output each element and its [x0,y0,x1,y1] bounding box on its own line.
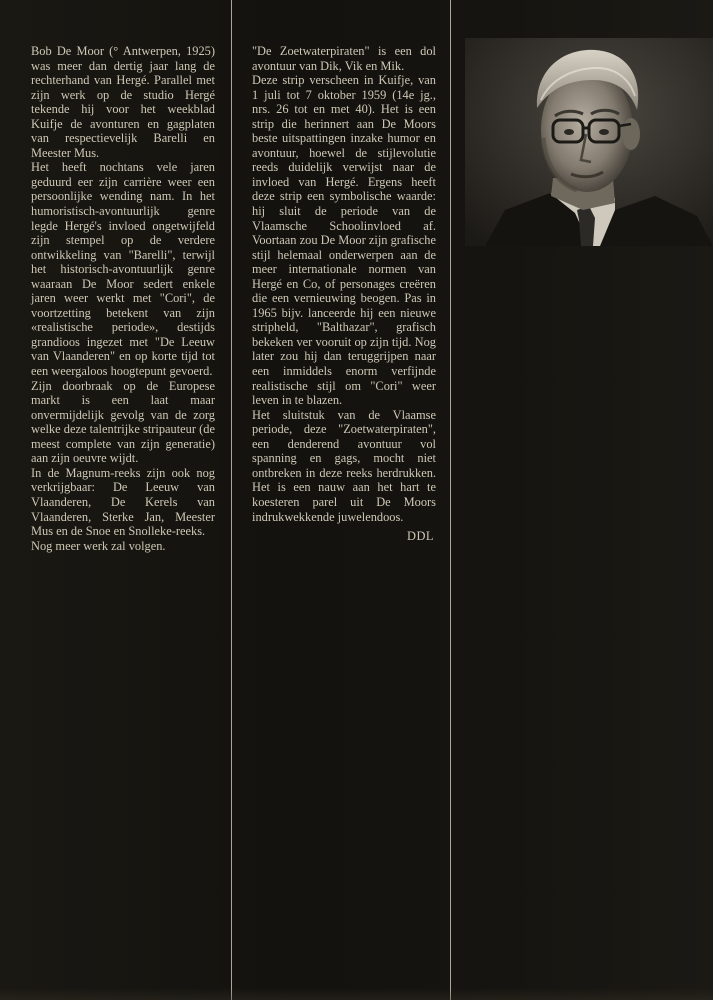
portrait-illustration [465,38,713,246]
description-paragraph: "De Zoetwaterpiraten" is een dol avontuur van Dik, Vik en Mik. [252,44,436,73]
description-paragraph: Het sluitstuk van de Vlaamse periode, deze "Zoetwaterpiraten", een denderend avontuur vol spanning en gags, mocht niet ontbreken in deze reeks herdrukken. Het is een nauw aan het hart te koesteren parel uit De Moors indrukwekkende juwelendoos. [252,407,436,524]
author-bio-column [31,44,215,553]
bio-paragraph: Bob De Moor (° Antwerpen, 1925) was meer dan dertig jaar lang de rechterhand van Hergé. Parallel met zijn werk op de studio Hergé tekende hij voor het weekblad Kuifje de avonturen en gagplaten van respectievelijk Barelli en Meester Mus. [31,44,215,160]
bio-paragraph: Nog meer werk zal volgen. [31,538,166,553]
author-portrait-photo [465,38,713,246]
description-paragraph: Deze strip verscheen in Kuifje, van 1 juli tot 7 oktober 1959 (14e jg., nrs. 26 tot en met 40). Het is een strip die herinnert aan De Moors beste uitspattingen inzake humor en avontuur, hoewel de stijlevolutie reeds duidelijk verwijst naar de invloed van Hergé. Ergens heeft deze strip een symbolische waarde: hij sluit de periode van de Vlaamsche Schoolinvloed af. Voortaan zou De Moor zijn grafische stijl helemaal onderwerpen aan de meer internationale normen van Hergé en Co, of personages creëren die een vernieuwing beogen. Pas in 1965 bijv. lanceerde hij een nieuwe stripheld, "Balthazar", grafisch bekeken ver vooruit op zijn tijd. Nog later zou hij dan teruggrijpen naar een inmiddels enorm verfijnde realistische stijl om "Cori" weer leven in te blazen. [252,73,436,408]
cover-bottom-edge [0,988,713,1000]
author-signature: DDL [407,529,434,544]
story-description-column [252,44,436,544]
bio-paragraph: Zijn doorbraak op de Europese markt is een laat maar onvermijdelijk gevolg van de zorg welke deze talentrijke stripauteur (de meest complete van zijn generatie) aan zijn oeuvre wijdt. [31,378,215,466]
column-divider-left [231,0,232,1000]
bio-paragraph: Het heeft nochtans vele jaren geduurd eer zijn carrière weer een persoonlijke wending nam. In het humoristisch-avontuurlijk genre legde Hergé's invloed ongetwijfeld zijn stempel op de verdere ontwikkeling van "Barelli", terwijl het historisch-avontuurlijk genre waaraan De Moor sedert enkele jaren weer werkt met "Cori", de voortzetting betekent van zijn «realistische periode», destijds grandioos ingezet met "De Leeuw van Vlaanderen" en op korte tijd tot een weergaloos hoogtepunt gevoerd. [31,160,215,379]
column-divider-right [450,0,451,1000]
bio-paragraph: In de Magnum-reeks zijn ook nog verkrijgbaar: De Leeuw van Vlaanderen, De Kerels van Vlaanderen, Sterke Jan, Meester Mus en de Snoe en Snolleke-reeks. [31,465,215,539]
